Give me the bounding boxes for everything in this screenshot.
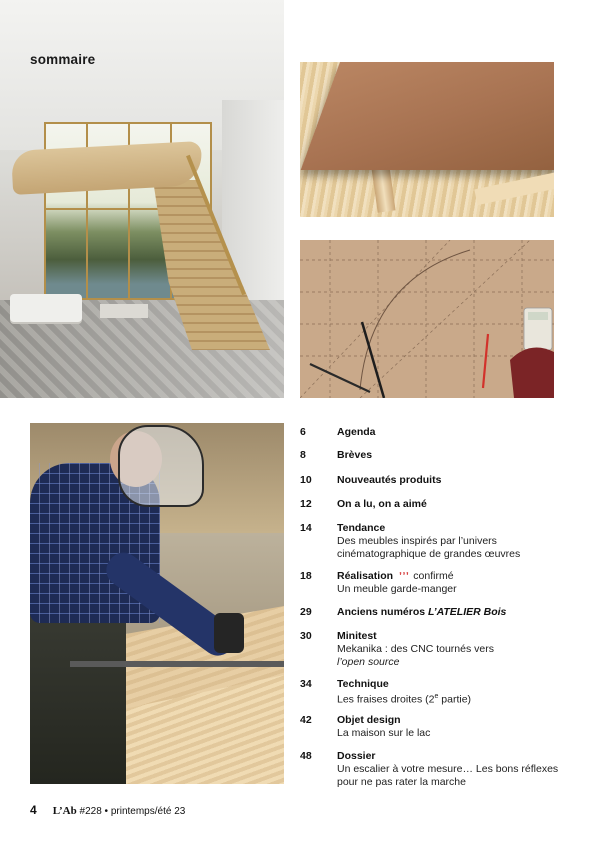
toc-title: On a lu, on a aimé (337, 498, 427, 510)
toc-page-number: 30 (300, 630, 312, 642)
toc-page-number: 48 (300, 750, 312, 762)
page-footer (30, 803, 185, 817)
toc-page-number: 10 (300, 474, 312, 486)
toc-title: Dossier (337, 750, 376, 762)
difficulty-level: confirmé (413, 570, 454, 582)
toc-title-italic: L’ATELIER Bois (428, 606, 507, 618)
toc-page-number: 29 (300, 606, 312, 618)
toc-page-number: 18 (300, 570, 312, 582)
toc-description: Un meuble garde-manger (337, 583, 457, 595)
toc-title (337, 606, 506, 618)
toc-description-sup: e (434, 693, 439, 700)
toc-description (337, 691, 559, 706)
board-top (301, 62, 554, 170)
face-shield (118, 425, 204, 507)
toc-description: Des meubles inspirés par l’univers cinématographique de grandes œuvres (337, 535, 521, 560)
cnc-plan-photo (300, 240, 554, 398)
page-title: sommaire (30, 52, 96, 67)
toc-description (337, 643, 559, 668)
difficulty-level-icon: ʼʼʼ (399, 570, 410, 582)
toc-title: Tendance (337, 522, 386, 534)
board-edge (474, 171, 554, 205)
sofa (10, 294, 82, 322)
bar-clamp (70, 661, 284, 667)
toc-description-text: Mekanika : des CNC tournés vers (337, 643, 494, 655)
toc-title: Technique (337, 678, 389, 690)
coffee-table (100, 304, 148, 318)
wood-boards-photo (300, 62, 554, 217)
toc-title: Minitest (337, 630, 377, 642)
toc-description-text: Les fraises droites (2 (337, 693, 435, 706)
page-number: 4 (30, 803, 37, 817)
toc-page-number: 6 (300, 426, 306, 438)
toc-title (337, 570, 454, 582)
toc-title: Nouveautés produits (337, 474, 442, 486)
toc-page-number: 42 (300, 714, 312, 726)
toc-title-text: Anciens numéros (337, 606, 426, 618)
toc-title: Objet design (337, 714, 401, 726)
toc-description-italic: l’open source (337, 655, 400, 668)
issue-info: #228 • printemps/été 23 (79, 806, 186, 817)
toc-page-number: 34 (300, 678, 312, 690)
toc-page-number: 14 (300, 522, 312, 534)
toc-title: Brèves (337, 449, 373, 461)
toc-description: La maison sur le lac (337, 727, 431, 739)
toc-title-text: Réalisation (337, 570, 394, 582)
toc-page-number: 8 (300, 449, 306, 461)
toc-description: Un escalier à votre mesure… Les bons réflexes pour ne pas rater la marche (337, 763, 559, 788)
workshop-photo (30, 423, 284, 784)
toc-page-number: 12 (300, 498, 312, 510)
router-tool (214, 613, 244, 653)
toc-title: Agenda (337, 426, 376, 438)
magazine-logo: L’Ab (52, 805, 77, 817)
toc-description-tail: partie) (438, 693, 472, 706)
